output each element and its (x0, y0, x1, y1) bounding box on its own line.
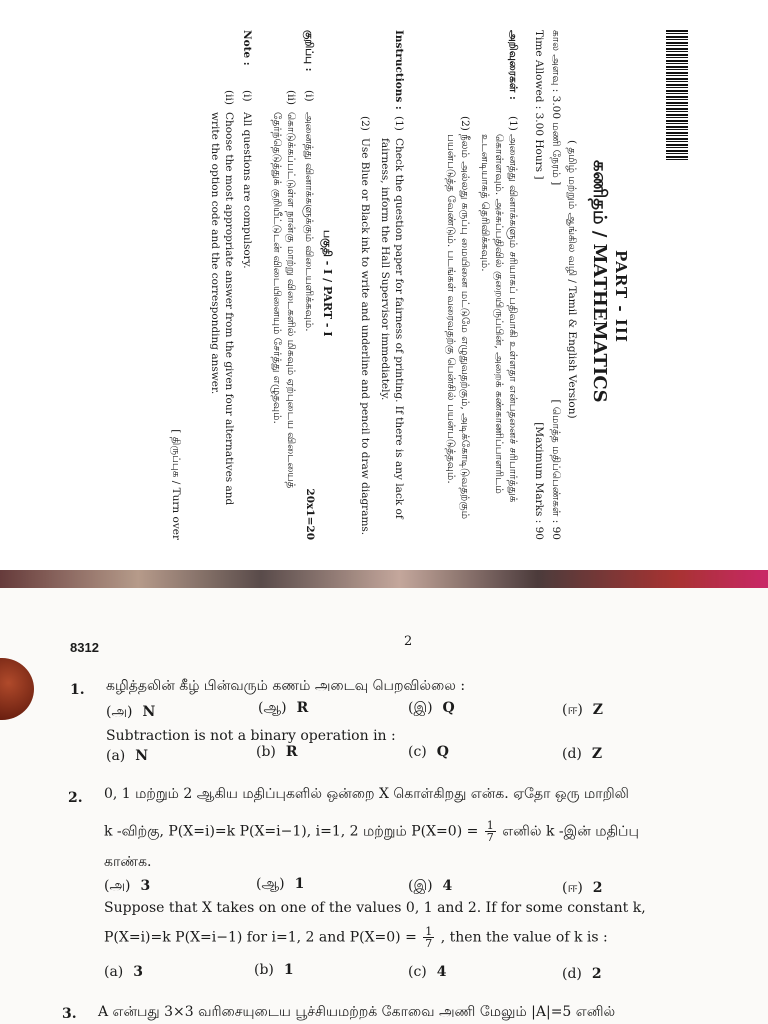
english-instructions-label: Instructions : (393, 30, 405, 110)
note-number: (ii) (285, 90, 297, 105)
question-2-english-option-a: (a) 3 (104, 964, 144, 980)
note-text: All questions are compulsory. (241, 112, 253, 269)
question-1-english-option-c: (c) Q (408, 744, 449, 760)
subject-title: கணிதம் / MATHEMATICS (589, 160, 610, 403)
fraction: $\frac{1}{7}$ (425, 925, 433, 950)
instruction-text: Check the question paper for fairness of printing. If there is any lack of fairness, inform the Hall Supervisor immediately. (379, 138, 405, 519)
question-2-english-line-1: Suppose that X takes on one of the values 0, 1 and 2. If for some constant k, (104, 900, 646, 916)
tamil-note-label: குறிப்பு : (303, 30, 315, 72)
instruction-text: Use Blue or Black ink to write and underline and pencil to draw diagrams. (359, 138, 371, 536)
question-3-tamil: A என்பது 3×3 வரிசையுடைய பூச்சியமற்றக் கோவை அணி மேலும் |A|=5 எனில் (98, 1004, 616, 1020)
question-2-tamil-line-3: காண்க. (104, 854, 152, 870)
question-2-tamil-option-c: (இ) 4 (408, 878, 453, 894)
tamil-note (266, 30, 316, 550)
question-2-tamil-option-a: (அ) 3 (104, 878, 151, 894)
instruction-number: (2) (359, 116, 371, 131)
max-marks-english: [Maximum Marks : 90 (533, 422, 545, 540)
note-number: (ii) (223, 90, 235, 105)
note-number: (i) (241, 90, 253, 102)
question-1-tamil-option-d: (ஈ) Z (562, 702, 604, 718)
question-2-english-option-c: (c) 4 (408, 964, 447, 980)
question-1-tamil: கழித்தலின் கீழ் பின்வரும் கணம் அடைவு பெறவில்லை : (106, 678, 466, 694)
instruction-text: அனைத்து வினாக்களும் சரியாகப் பதிவாகி உள்ளதா என்பதனைச் சரிபார்த்துக் கொள்ளவும். அச்சுப்பதிவில் குறையிருப்பின், அறைக் கண்காணிப்பாளரிடம் உடனடியாகத் தெரிவிக்கவும். (479, 134, 519, 503)
question-1-english-option-b: (b) R (256, 744, 298, 760)
question-2-tamil-option-d: (ஈ) 2 (562, 880, 603, 896)
thumb-shadow (0, 658, 34, 720)
question-1-tamil-option-b: (ஆ) R (258, 700, 309, 716)
question-1-tamil-option-c: (இ) Q (408, 700, 455, 716)
question-page (0, 588, 768, 1024)
question-2-number: 2. (68, 790, 83, 806)
note-text: Choose the most appropriate answer from the given four alternatives and write the option code and the corresponding answer. (209, 112, 235, 506)
question-2-english-option-d: (d) 2 (562, 966, 602, 982)
question-1-english-option-a: (a) N (106, 748, 149, 764)
english-instructions (352, 30, 406, 550)
paper-code: 8312 (70, 640, 99, 655)
english-note-label: Note : (241, 30, 253, 66)
time-allowed-english: Time Allowed : 3.00 Hours ] (533, 30, 545, 180)
question-1-number: 1. (70, 682, 85, 698)
part-heading: PART - III (612, 250, 630, 343)
question-1-tamil-option-a: (அ) N (106, 704, 156, 720)
cover-page-rotated (92, 30, 682, 550)
part1-heading: பகுதி - I / PART - I (321, 230, 334, 337)
time-allowed-tamil: கால அளவு : 3.00 மணி நேரம் ] (550, 30, 562, 186)
page-number: 2 (404, 634, 413, 649)
question-2-english-line-2: P(X=i)=k P(X=i−1) for i=1, 2 and P(X=0) = $\frac{1}{7}$ , then the value of k is : (104, 925, 608, 950)
instruction-text: நீலம் அல்லது கருப்பு மையினை மட்டுமே எழுதுவதற்கும், அடிக்கோடிடுவதற்கும் பயன்படுத்த வேண்டும். படங்கள் வரைவதற்கு பென்சில் பயன்படுத்தவும். (445, 134, 471, 520)
question-3-number: 3. (62, 1006, 77, 1022)
barcode (666, 30, 688, 160)
question-2-tamil-line-2: k -விற்கு, P(X=i)=k P(X=i−1), i=1, 2 மற்றும் P(X=0) = $\frac{1}{7}$ எனில் k -இன் மதிப்பு (104, 819, 639, 844)
note-number: (i) (303, 90, 315, 102)
max-marks-tamil: [ மொத்த மதிப்பெண்கள் : 90 (550, 399, 562, 540)
question-1-english: Subtraction is not a binary operation in : (106, 728, 396, 744)
question-1-english-option-d: (d) Z (562, 746, 603, 762)
version-line: ( தமிழ் மற்றும் ஆங்கில வழி / Tamil & English Version) (566, 140, 578, 419)
english-note (204, 30, 254, 550)
instruction-number: (2) (459, 116, 471, 131)
question-2-tamil-line-1: 0, 1 மற்றும் 2 ஆகிய மதிப்புகளில் ஒன்றை X கொள்கிறது என்க. ஏதோ ஒரு மாறிலி (104, 786, 629, 802)
note-text: அனைத்து வினாக்களுக்கும் விடையளிக்கவும். (303, 112, 315, 332)
instruction-number: (1) (393, 116, 405, 131)
part1-marks: 20x1=20 (304, 488, 316, 540)
turn-over-label: [ திருப்புக / Turn over (170, 429, 182, 540)
fraction: $\frac{1}{7}$ (486, 819, 494, 844)
question-2-tamil-option-b: (ஆ) 1 (256, 876, 305, 892)
note-text: கொடுக்கப்பட்டுள்ள நான்கு மாற்று விடைகளில் மிகவும் ஏற்புடைய விடையைத் தேர்ந்தெடுத்துக் குறியீட்டுடன் விடையினையும் சேர்த்து எழுதவும். (271, 112, 297, 489)
tamil-instructions-label: அறிவுரைகள் : (507, 30, 519, 100)
question-2-english-option-b: (b) 1 (254, 962, 294, 978)
tamil-instructions (438, 30, 520, 550)
instruction-number: (1) (507, 116, 519, 131)
